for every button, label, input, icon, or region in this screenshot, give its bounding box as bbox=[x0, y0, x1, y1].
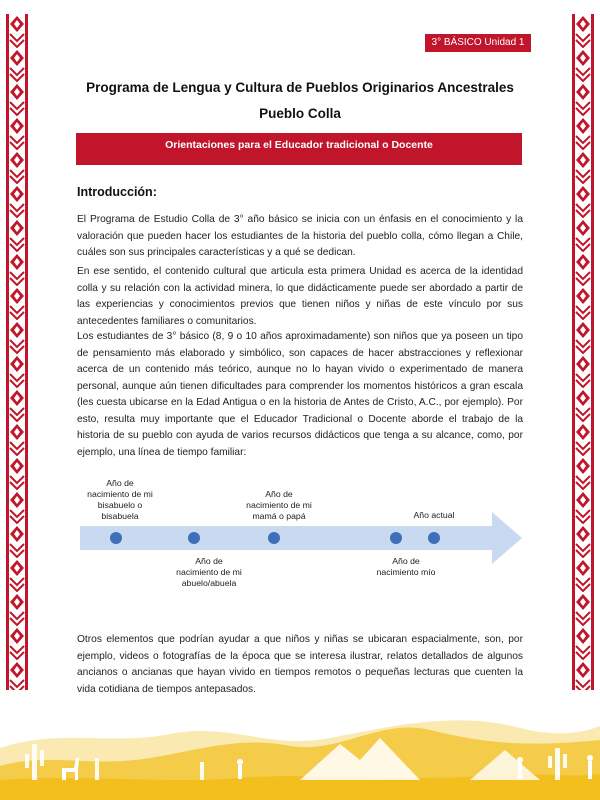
label-mio: Año de nacimiento mío bbox=[376, 556, 436, 577]
program-title: Programa de Lengua y Cultura de Pueblos Originarios Ancestrales bbox=[86, 80, 514, 95]
right-decorative-border bbox=[572, 14, 594, 690]
paragraph-4: Otros elementos que podrían ayudar a que niños y niñas se ubicaran espacialmente, son, por ejemplo, videos o fotografías de la época que se interesa ilustrar, relatos detallados de algunos ancianos o ancianas que hayan vivido en tiempos remotos o pequeñas lecturas que cuenten la vida cotidiana de tiempos antepasados. bbox=[77, 634, 523, 695]
timeline-dot-bisabuelo bbox=[110, 532, 122, 544]
label-actual: Año actual bbox=[413, 510, 455, 520]
timeline-dot-padres bbox=[268, 532, 280, 544]
paragraph-1: El Programa de Estudio Colla de 3° año básico se inicia con un énfasis en el conocimiento y la valoración que pueden hacer los estudiantes de la historia del pueblo colla, cómo llegan a Chile, cuáles son sus principales características y a qué se dedican. bbox=[77, 214, 523, 258]
family-timeline bbox=[60, 470, 540, 620]
label-padres: Año de nacimiento de mi mamá o papá bbox=[246, 489, 312, 521]
footer-landscape-illustration bbox=[0, 688, 600, 800]
intro-heading: Introducción: bbox=[77, 185, 157, 199]
timeline-dot-actual bbox=[428, 532, 440, 544]
label-abuelo: Año de nacimiento de mi abuelo/abuela bbox=[176, 556, 242, 588]
paragraph-3: Los estudiantes de 3° básico (8, 9 o 10 años aproximadamente) son niños que ya poseen un tipo de pensamiento más elaborado y simbólico, son capaces de hacer abstracciones y reflexionar acerca de un contenido más teórico, aunque no lo hayan vivido o experimentado de manera personal, aunque aún tienen dificultades para comprender los momentos históricos a gran escala (les cuesta ubicarse en la Edad Antigua o en la historia de Antes de Cristo, A.C., por ejemplo). Por esto, resulta muy importante que el Educador Tradicional o Docente aborde el trabajo de la historia de su pueblo con ayuda de varios recursos didácticos que tenga a su alcance, como, por ejemplo, una línea de tiempo familiar: bbox=[77, 331, 523, 458]
timeline-dot-abuelo bbox=[188, 532, 200, 544]
unit-badge: 3° BÁSICO Unidad 1 bbox=[425, 34, 531, 52]
label-bisabuelo: Año de nacimiento de mi bisabuelo o bisabuela bbox=[87, 478, 153, 521]
paragraph-2: En ese sentido, el contenido cultural que articula esta primera Unidad es acerca de la identidad colla y su relación con la actividad minera, lo que didácticamente puede ser abordado a partir de las experiencias y conocimientos previos que tienen niños y niñas de este vínculo por sus antecedentes familiares o comunitarios. bbox=[77, 266, 523, 327]
timeline-dot-mio bbox=[390, 532, 402, 544]
left-decorative-border bbox=[6, 14, 28, 690]
section-banner: Orientaciones para el Educador tradicional o Docente bbox=[76, 133, 522, 165]
people-title: Pueblo Colla bbox=[259, 106, 341, 121]
